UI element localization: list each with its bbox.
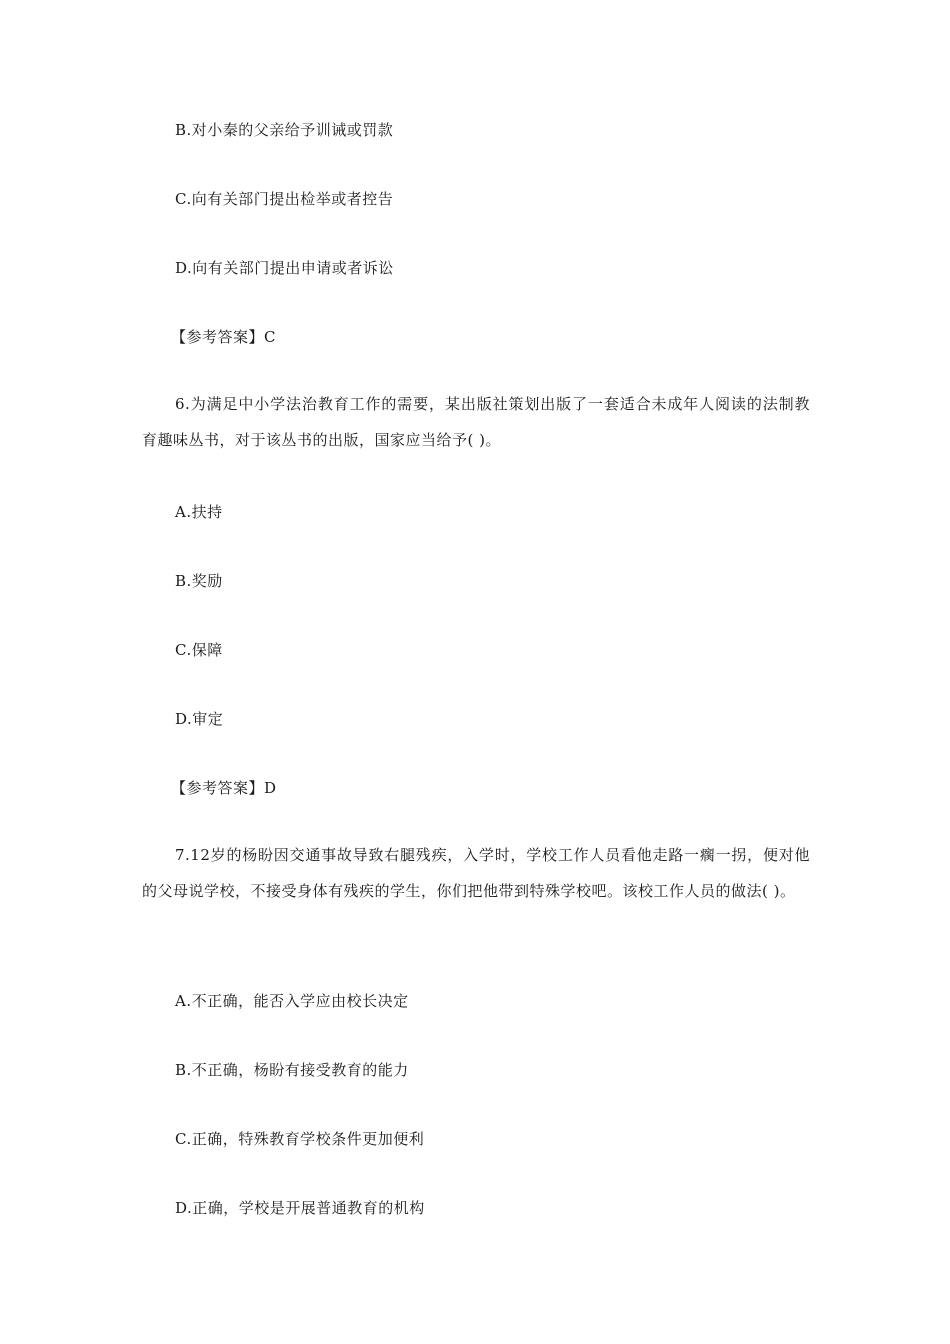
q7-option-d: D.正确，学校是开展普通教育的机构	[175, 1199, 425, 1217]
q6-option-a: A.扶持	[175, 503, 223, 521]
q7-option-b: B.不正确，杨盼有接受教育的能力	[175, 1061, 409, 1079]
q6-option-b: B.奖励	[175, 572, 223, 590]
q7-stem: 7.12岁的杨盼因交通事故导致右腿残疾，入学时，学校工作人员看他走路一瘸一拐，便对他的父母说学校，不接受身体有残疾的学生，你们把他带到特殊学校吧。该校工作人员的做法( )。	[142, 846, 810, 900]
q7-option-c: C.正确，特殊教育学校条件更加便利	[175, 1130, 425, 1148]
q5-answer: 【参考答案】C	[171, 328, 276, 346]
q5-option-b: B.对小秦的父亲给予训诫或罚款	[175, 121, 394, 139]
q6-option-d: D.审定	[175, 710, 224, 728]
q5-option-c: C.向有关部门提出检举或者控告	[175, 190, 394, 208]
q6-option-c: C.保障	[175, 641, 223, 659]
q7-option-a: A.不正确，能否入学应由校长决定	[175, 992, 409, 1010]
q5-option-d: D.向有关部门提出申请或者诉讼	[175, 259, 394, 277]
q6-answer: 【参考答案】D	[171, 779, 277, 797]
q6-stem: 6.为满足中小学法治教育工作的需要，某出版社策划出版了一套适合未成年人阅读的法制教育趣味丛书，对于该丛书的出版，国家应当给予( )。	[142, 395, 810, 449]
